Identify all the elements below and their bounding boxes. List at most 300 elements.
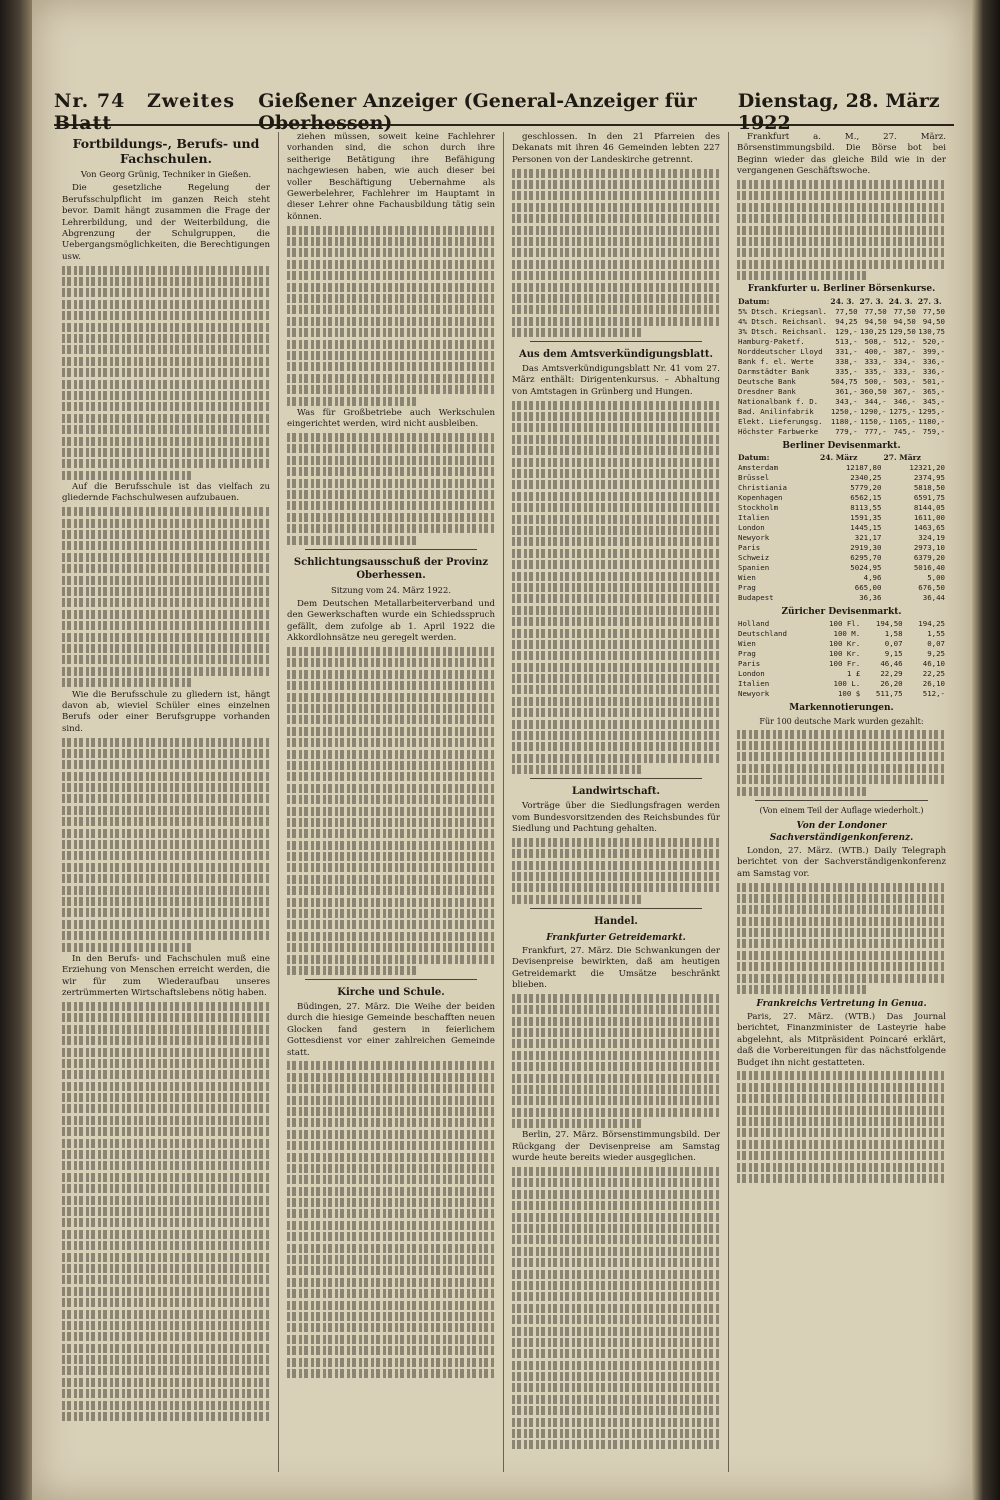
table-cell-value: 333,- <box>864 356 887 366</box>
table-header-row <box>737 453 946 463</box>
table-row <box>737 669 946 679</box>
text-line <box>512 317 720 326</box>
table-cell-value: 5779,20 <box>850 482 882 492</box>
text-line <box>512 1051 720 1060</box>
text-line <box>287 715 495 724</box>
text-line <box>287 1278 495 1287</box>
table-row <box>737 639 946 649</box>
table-row <box>737 543 946 553</box>
text-line <box>62 931 270 940</box>
issue-date: Dienstag, 28. März 1922 <box>737 90 940 134</box>
table-cell-label: Deutschland <box>738 629 787 639</box>
table-cell-label: Prag <box>738 582 756 592</box>
text-line <box>512 169 720 178</box>
text-line <box>512 754 720 763</box>
table-cell-value: 100 Fr. <box>829 659 861 669</box>
text-line <box>512 1005 720 1014</box>
text-line <box>62 471 191 480</box>
text-line <box>62 644 270 653</box>
text-line <box>62 1036 270 1045</box>
table-cell-value: 100 M. <box>833 629 861 639</box>
table-cell-value: 400,- <box>864 346 887 356</box>
text-line <box>62 1093 270 1102</box>
text-line <box>62 1173 270 1182</box>
text-line <box>512 549 720 558</box>
text-line <box>287 317 495 326</box>
text-line <box>287 1141 495 1150</box>
text-line <box>287 1130 495 1139</box>
text-line <box>512 708 720 717</box>
table-cell-label: Budapest <box>738 592 774 602</box>
table-cell-value: 6295,70 <box>850 552 882 562</box>
table-cell-label: Norddeutscher Lloyd <box>738 346 823 356</box>
text-line <box>512 537 720 546</box>
article-paragraph: ziehen müssen, soweit keine Fachlehrer vorhanden sind, die schon durch ihre seitherige Betätigung ihre Befähigung nachgewiesen haben, wie auch dieser bei voller Beschäftigung Uebernahme als Gewerbelehrer, Fachlehrer im Hauptamt in dieser Lehrer ohne Fachausbildung tätig sein können. <box>287 132 495 222</box>
table-header-cell: 27. März <box>883 452 921 462</box>
text-line <box>287 1289 495 1298</box>
text-line <box>62 1366 270 1375</box>
text-line <box>512 1178 720 1187</box>
text-line <box>287 1107 495 1116</box>
table-cell-value: 6591,75 <box>913 492 945 502</box>
text-line <box>737 928 946 937</box>
zuerich-table-title: Züricher Devisenmarkt. <box>781 606 902 617</box>
table-cell-value: 336,- <box>922 366 945 376</box>
text-line <box>62 1287 270 1296</box>
table-cell-value: 1295,- <box>918 406 945 416</box>
text-line <box>512 1258 720 1267</box>
table-cell-value: 77,50 <box>835 306 858 316</box>
text-line <box>287 536 416 545</box>
text-line <box>287 898 495 907</box>
text-line <box>512 1406 720 1415</box>
text-line <box>737 764 946 773</box>
text-line <box>287 1209 495 1218</box>
text-line <box>512 328 641 337</box>
text-line <box>287 1073 495 1082</box>
table-cell-label: 4% Dtsch. Reichsanl. <box>738 316 827 326</box>
table-cell-value: 508,- <box>864 336 887 346</box>
text-line <box>62 749 270 758</box>
masthead-left <box>54 90 258 134</box>
text-line <box>512 1096 720 1105</box>
table-cell-value: 5818,50 <box>913 482 945 492</box>
text-line <box>512 849 720 858</box>
text-line <box>62 783 270 792</box>
table-cell-value: 12187,80 <box>845 462 882 472</box>
text-line <box>737 939 946 948</box>
text-line <box>287 1096 495 1105</box>
table-cell-label: Deutsche Bank <box>738 376 796 386</box>
text-line <box>287 328 495 337</box>
text-line <box>512 203 720 212</box>
text-line <box>287 385 495 394</box>
text-line <box>287 1255 495 1264</box>
text-line <box>512 1327 720 1336</box>
text-line <box>62 334 270 343</box>
text-line <box>62 1082 270 1091</box>
text-line <box>737 787 867 796</box>
text-line <box>62 300 270 309</box>
article-paragraph: Wie die Berufsschule zu gliedern ist, hängt davon ab, wieviel Schüler eines einzelnen Berufs oder einer Berufsgruppe vorhanden sind. <box>62 689 270 734</box>
text-line <box>512 226 720 235</box>
article-paragraph: Auf die Berufsschule ist das vielfach zu gliedernde Fachschulwesen aufzubauen. <box>62 482 270 504</box>
text-line <box>512 685 720 694</box>
text-line <box>62 1230 270 1239</box>
text-line <box>287 863 495 872</box>
table-cell-value: 1,55 <box>927 629 945 639</box>
mark-table-subtitle: Für 100 deutsche Mark wurden gezahlt: <box>759 716 924 726</box>
text-line <box>287 966 416 975</box>
devisen-table-title: Berliner Devisenmarkt. <box>782 440 901 451</box>
table-cell-label: Paris <box>738 659 761 669</box>
zuerich-table-body <box>737 619 946 699</box>
text-line <box>287 1153 495 1162</box>
text-line <box>287 456 495 465</box>
text-line <box>287 704 495 713</box>
table-cell-value: 1611,00 <box>913 512 945 522</box>
table-cell-value: 5,00 <box>927 572 945 582</box>
table-cell-label: Bank f. el. Werte <box>738 356 814 366</box>
text-line <box>512 629 720 638</box>
table-row <box>737 473 946 483</box>
table-header-cell: 27. 3. <box>917 296 942 306</box>
text-line <box>512 305 720 314</box>
article-paragraph: Was für Großbetriebe auch Werkschulen eingerichtet werden, wird nicht ausbleiben. <box>287 407 495 430</box>
text-line <box>287 1358 495 1367</box>
text-line <box>737 752 946 761</box>
table-cell-value: 779,- <box>835 426 858 436</box>
table-cell-value: 365,- <box>922 386 945 396</box>
text-line <box>512 271 720 280</box>
table-cell-label: London <box>738 669 765 679</box>
column-3 <box>504 132 729 1472</box>
text-line <box>287 237 495 246</box>
text-line <box>62 1264 270 1273</box>
heading-london-conference: Von der Londoner Sachverständigenkonferenz. <box>769 820 914 843</box>
article-title-fortbildung: Fortbildungs-, Berufs- und Fachschulen. <box>72 136 260 166</box>
text-line <box>512 1017 720 1026</box>
text-line <box>287 1084 495 1093</box>
article-paragraph: Frankfurt, 27. März. Die Schwankungen der Devisenpreise bewirkten, daß am heutigen Getreidemarkt die Umsätze beschränkt blieben. <box>512 945 720 990</box>
text-line <box>62 598 270 607</box>
table-cell-value: 100 Kr. <box>829 639 861 649</box>
text-line <box>62 1344 270 1353</box>
table-cell-value: 9,15 <box>884 649 903 659</box>
text-line <box>62 1298 270 1307</box>
table-cell-label: Darmstädter Bank <box>738 366 810 376</box>
table-cell-value: 745,- <box>893 426 916 436</box>
table-row <box>737 649 946 659</box>
text-line <box>62 1332 270 1341</box>
text-line <box>62 738 270 747</box>
table-cell-label: Dresdner Bank <box>738 386 796 396</box>
text-line <box>512 1062 720 1071</box>
table-cell-value: 335,- <box>835 366 858 376</box>
heading-genua: Frankreichs Vertretung in Genua. <box>756 999 927 1010</box>
text-line <box>512 895 641 904</box>
text-line <box>287 920 495 929</box>
text-line <box>62 1184 270 1193</box>
text-line <box>62 863 270 872</box>
text-line <box>287 829 495 838</box>
text-line <box>737 1106 946 1115</box>
text-line <box>737 974 946 983</box>
text-line <box>62 1412 270 1421</box>
text-line <box>62 266 270 275</box>
table-row <box>737 689 946 699</box>
text-line <box>287 248 495 257</box>
text-line <box>737 191 946 200</box>
text-line <box>287 1244 495 1253</box>
text-line <box>62 1013 270 1022</box>
text-line <box>512 651 720 660</box>
text-line <box>62 1048 270 1057</box>
text-line <box>512 1108 720 1117</box>
text-line <box>512 237 720 246</box>
text-line <box>62 621 270 630</box>
table-cell-value: 100 Fl. <box>829 619 861 629</box>
text-line <box>737 985 867 994</box>
text-line <box>512 560 720 569</box>
table-row <box>737 347 946 357</box>
text-line <box>287 351 495 360</box>
column-1 <box>54 132 279 1472</box>
text-line <box>512 458 720 467</box>
text-line <box>62 1389 270 1398</box>
text-line <box>62 874 270 883</box>
table-cell-value: 333,- <box>893 366 916 376</box>
text-line <box>737 1174 946 1183</box>
section-divider <box>755 800 928 801</box>
table-cell-value: 1445,15 <box>850 522 882 532</box>
table-cell-value: 1150,- <box>859 416 887 426</box>
table-header-cell: 27. 3. <box>859 296 884 306</box>
masthead <box>54 90 954 134</box>
text-line <box>62 1378 270 1387</box>
table-header-cell: Datum: <box>738 296 770 306</box>
text-line <box>287 374 495 383</box>
table-cell-value: 26,20 <box>880 679 903 689</box>
text-line <box>512 1440 720 1449</box>
text-line <box>62 1218 270 1227</box>
text-line <box>287 1175 495 1184</box>
text-line <box>62 1104 270 1113</box>
text-line <box>287 467 495 476</box>
text-line <box>512 1167 720 1176</box>
text-line <box>287 841 495 850</box>
text-line <box>287 1232 495 1241</box>
table-cell-value: 129,50 <box>889 326 916 336</box>
text-line <box>512 1338 720 1347</box>
text-line <box>512 283 720 292</box>
table-cell-value: 343,- <box>835 396 858 406</box>
text-line <box>737 214 946 223</box>
text-line <box>512 526 720 535</box>
text-line <box>62 851 270 860</box>
table-cell-label: Amsterdam <box>738 462 779 472</box>
column-4 <box>729 132 954 1472</box>
section-divider <box>305 549 477 550</box>
table-row <box>737 367 946 377</box>
table-row <box>737 619 946 629</box>
text-line <box>512 838 720 847</box>
text-line <box>512 412 720 421</box>
text-line <box>62 368 270 377</box>
article-paragraph: geschlossen. In den 21 Pfarreien des Dekanats mit ihren 46 Gemeinden lebten 227 Personen von der Landeskirche getrennt. <box>512 132 720 165</box>
table-row <box>737 629 946 639</box>
text-line <box>62 760 270 769</box>
text-line <box>512 1190 720 1199</box>
table-cell-value: 1 £ <box>846 669 861 679</box>
table-row <box>737 407 946 417</box>
text-line <box>737 905 946 914</box>
text-line <box>287 818 495 827</box>
text-line <box>287 305 495 314</box>
table-header-cell: 24. 3. <box>888 296 913 306</box>
text-line <box>62 1127 270 1136</box>
table-cell-value: 345,- <box>922 396 945 406</box>
table-row <box>737 427 946 437</box>
section-label: Zweites Blatt <box>54 90 236 134</box>
table-row <box>737 553 946 563</box>
table-cell-value: 759,- <box>922 426 945 436</box>
table-cell-value: 6562,15 <box>850 492 882 502</box>
text-line <box>737 730 946 739</box>
article-paragraph: Die gesetzliche Regelung der Berufsschulpflicht im ganzen Reich steht bevor. Damit hängt zusammen die Frage der Lehrerbildung, und der Weiterbildung, die Abgrenzung der Schulgruppen, die Uebergangsmöglichkeiten, die Berechtigungen usw. <box>62 183 270 262</box>
table-cell-value: 9,25 <box>927 649 945 659</box>
text-line <box>512 480 720 489</box>
stock-table-title: Frankfurter u. Berliner Börsenkurse. <box>747 284 936 295</box>
text-line <box>512 1281 720 1290</box>
table-row <box>737 493 946 503</box>
text-line <box>287 784 495 793</box>
mark-table-title: Markennotierungen. <box>789 703 894 714</box>
text-line <box>737 1151 946 1160</box>
text-line <box>62 380 270 389</box>
text-line <box>287 932 495 941</box>
text-line <box>512 994 720 1003</box>
text-line <box>287 1369 495 1378</box>
text-line <box>512 572 720 581</box>
text-line <box>62 772 270 781</box>
table-cell-value: 360,50 <box>859 386 887 396</box>
text-line <box>287 479 495 488</box>
text-line <box>512 1383 720 1392</box>
text-line <box>512 872 720 881</box>
table-cell-value: 100 $ <box>837 689 861 699</box>
text-line <box>62 1241 270 1250</box>
table-cell-label: Paris <box>738 542 761 552</box>
table-header-cell: 24. März <box>819 452 858 462</box>
table-cell-value: 361,- <box>835 386 858 396</box>
table-cell-value: 77,50 <box>893 306 916 316</box>
text-line <box>287 1312 495 1321</box>
article-paragraph: Berlin, 27. März. Börsenstimmungsbild. Der Rückgang der Devisenpreise am Samstag wurde heute bereits wieder ausgeglichen. <box>512 1130 720 1164</box>
text-line <box>62 311 270 320</box>
table-row <box>737 357 946 367</box>
article-paragraph: London, 27. März. (WTB.) Daily Telegraph berichtet von der Sachverständigenkonferenz am Samstag vor. <box>737 845 946 879</box>
table-cell-label: Elekt. Lieferungsg. <box>738 416 823 426</box>
text-line <box>62 1253 270 1262</box>
text-line <box>62 806 270 815</box>
text-line <box>62 345 270 354</box>
text-line <box>62 414 270 423</box>
text-line <box>512 1085 720 1094</box>
text-line <box>62 794 270 803</box>
table-cell-label: Spanien <box>738 562 770 572</box>
text-line <box>287 444 495 453</box>
article-paragraph: In den Berufs- und Fachschulen muß eine Erziehung von Menschen erreicht werden, die wir für zum Wiederaufbau unseres zertrümmerten Wirtschaftslebens nötig haben. <box>62 953 270 999</box>
text-line <box>512 1315 720 1324</box>
text-line <box>512 742 720 751</box>
text-line <box>512 1361 720 1370</box>
table-cell-value: 6379,20 <box>913 552 945 562</box>
table-header-cell: 24. 3. <box>830 296 855 306</box>
table-cell-value: 100 Kr. <box>829 649 861 659</box>
text-line <box>287 807 495 816</box>
table-cell-label: Italien <box>738 512 770 522</box>
text-line <box>62 323 270 332</box>
table-cell-value: 676,50 <box>918 582 945 592</box>
text-line <box>287 260 495 269</box>
table-cell-value: 22,29 <box>880 669 903 679</box>
heading-getreidemarkt: Frankfurter Getreidemarkt. <box>546 932 686 943</box>
text-line <box>737 741 946 750</box>
table-cell-value: 344,- <box>864 396 887 406</box>
table-cell-label: Höchster Farbwerke <box>738 426 819 436</box>
text-line <box>512 1429 720 1438</box>
text-line <box>287 955 495 964</box>
text-line <box>62 277 270 286</box>
table-cell-label: Newyork <box>738 689 770 699</box>
text-line <box>62 897 270 906</box>
article-paragraph: Büdingen, 27. März. Die Weihe der beiden durch die hiesige Gemeinde beschafften neuen Glocken fand gestern in feierlichem Gottesdienst vor einer zahlreichen Gemeinde statt. <box>287 1001 495 1058</box>
article-paragraph: Frankfurt a. M., 27. März. Börsenstimmungsbild. Die Börse bot bei Beginn wieder das gleiche Bild wie in der vergangenen Geschäftswoche. <box>737 132 946 177</box>
text-line <box>62 391 270 400</box>
text-line <box>737 248 946 257</box>
text-line <box>512 469 720 478</box>
text-line <box>62 908 270 917</box>
text-line <box>62 1207 270 1216</box>
text-line <box>737 894 946 903</box>
text-line <box>512 1372 720 1381</box>
text-line <box>62 840 270 849</box>
article-paragraph: Dem Deutschen Metallarbeiterverband und den Gewerkschaften wurde ein Schiedsspruch gefällt, dem zufolge ab 1. April 1922 die Akkordlohnsätze neu geregelt werden. <box>287 599 495 644</box>
table-row <box>737 387 946 397</box>
text-line <box>62 610 270 619</box>
table-cell-value: 338,- <box>835 356 858 366</box>
text-line <box>287 1198 495 1207</box>
text-line <box>512 260 720 269</box>
text-line <box>287 681 495 690</box>
heading-schlichtungsausschuss: Schlichtungsausschuß der Provinz Oberhessen. <box>293 556 489 581</box>
text-line <box>287 524 495 533</box>
text-line <box>512 731 720 740</box>
table-cell-value: 1275,- <box>889 406 916 416</box>
text-line <box>512 1292 720 1301</box>
table-cell-value: 5024,95 <box>850 562 882 572</box>
section-divider <box>530 908 702 909</box>
text-line <box>287 1061 495 1070</box>
text-line <box>737 1117 946 1126</box>
table-header-cell: Datum: <box>738 452 770 462</box>
text-line <box>512 1039 720 1048</box>
table-cell-label: Italien <box>738 679 770 689</box>
table-cell-label: 5% Dtsch. Kriegsanl. <box>738 306 827 316</box>
text-line <box>512 191 720 200</box>
text-line <box>62 357 270 366</box>
